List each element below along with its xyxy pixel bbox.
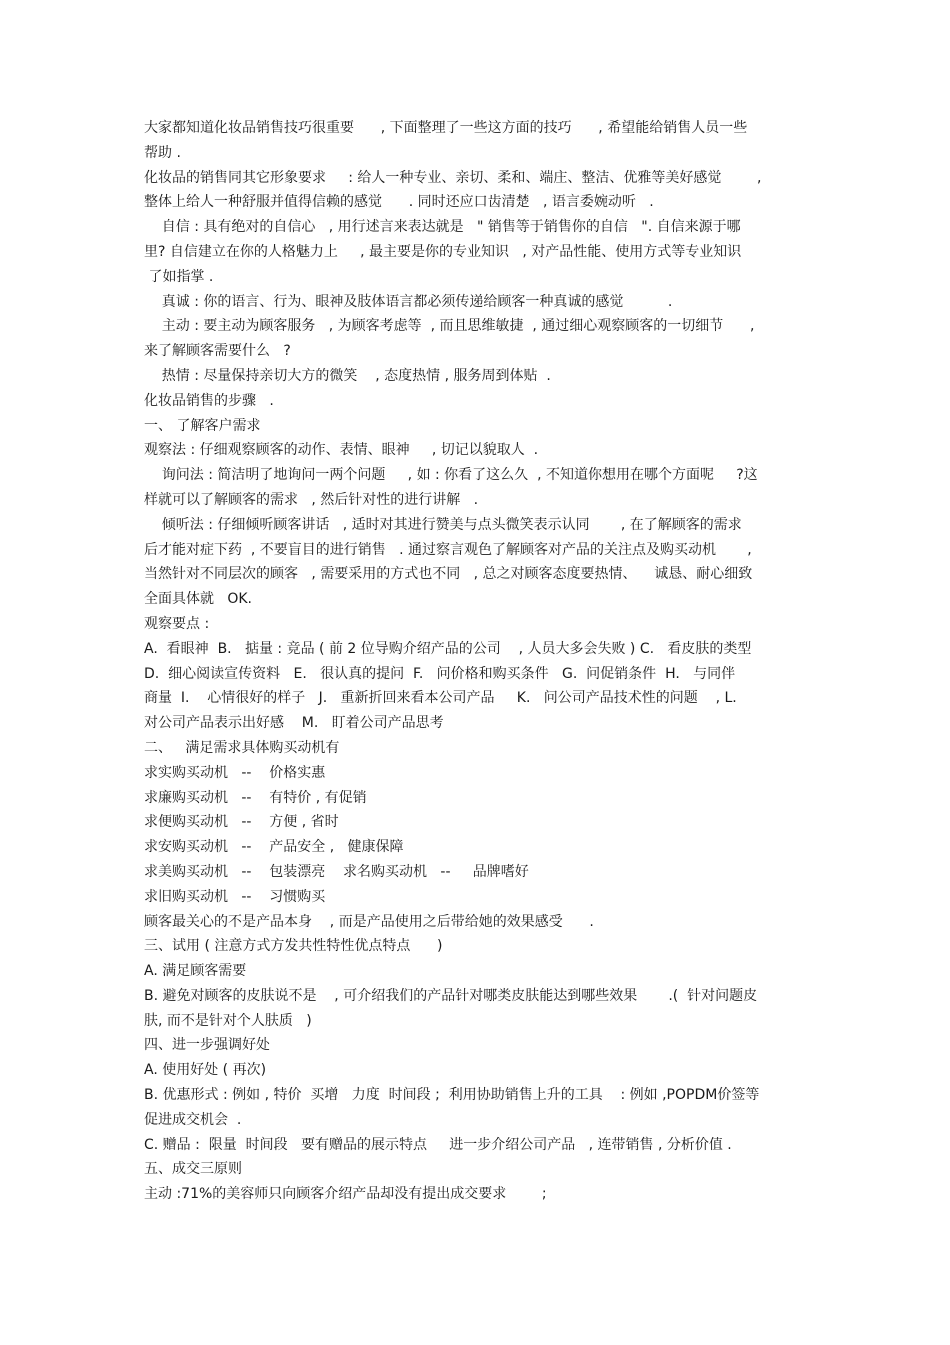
section-heading: 三、试用 ( 注意方式方发共性特性优点特点 ) — [144, 938, 443, 955]
text-line: 当然针对不同层次的顾客 , 需要采用的方式也不同 , 总之对顾客态度要热情、 诚恳、耐心细致 — [144, 566, 753, 583]
text-line: 了如指掌 . — [144, 268, 214, 285]
text-line: 大家都知道化妆品销售技巧很重要 , 下面整理了一些这方面的技巧 , 希望能给销售人员一些 — [144, 120, 748, 136]
text-line: D. 细心阅读宣传资料 E. 很认真的提问 F. 问价格和购买条件 G. 问促销条件 H. 与同伴 — [144, 665, 736, 682]
section-heading: 一、 了解客户需求 — [144, 417, 261, 434]
text-line: 化妆品的销售同其它形象要求 : 给人一种专业、亲切、柔和、端庄、整洁、优雅等美好感觉 , — [144, 169, 762, 186]
text-line: 帮助 . — [144, 144, 181, 161]
text-line: B. 避免对顾客的皮肤说不是 , 可介绍我们的产品针对哪类皮肤能达到哪些效果 .( 针对问题皮 — [144, 987, 758, 1004]
section-heading: 五、成交三原则 — [144, 1161, 242, 1178]
text-line: 热情 : 尽量保持亲切大方的微笑 , 态度热情 , 服务周到体贴 . — [144, 367, 551, 384]
text-line: 观察法 : 仔细观察顾客的动作、表情、眼神 , 切记以貌取人 . — [144, 442, 539, 459]
text-line: 整体上给人一种舒服并值得信赖的感觉 . 同时还应口齿清楚 , 语言委婉动听 . — [144, 194, 654, 211]
text-line: 求廉购买动机 -- 有特价 , 有促销 — [144, 789, 367, 806]
text-line: A. 使用好处 ( 再次) — [144, 1062, 267, 1079]
text-line: 求美购买动机 -- 包装漂亮 求名购买动机 -- 品牌嗜好 — [144, 863, 529, 880]
text-line: 主动 : 要主动为顾客服务 , 为顾客考虑等 , 而且思维敏捷 , 通过细心观察顾客的一切细节 , — [144, 318, 755, 335]
text-line: 来了解顾客需要什么 ? — [144, 343, 291, 360]
document-body — [144, 116, 809, 1207]
text-line: 顾客最关心的不是产品本身 , 而是产品使用之后带给她的效果感受 . — [144, 913, 594, 930]
text-line: 求便购买动机 -- 方便 , 省时 — [144, 814, 339, 831]
section-heading: 四、进一步强调好处 — [144, 1037, 270, 1054]
text-line: 倾听法 : 仔细倾听顾客讲话 , 适时对其进行赞美与点头微笑表示认同 , 在了解顾客的需求 — [144, 516, 742, 533]
section-heading: 二、 满足需求具体购买动机有 — [144, 739, 340, 756]
text-line: 真诚 : 你的语言、行为、眼神及肢体语言都必须传递给顾客一种真诚的感觉 . — [144, 293, 673, 310]
text-line: 对公司产品表示出好感 M. 盯着公司产品思考 — [144, 715, 444, 732]
text-line: 促进成交机会 . — [144, 1111, 242, 1128]
text-line: A. 看眼神 B. 掂量 : 竞品 ( 前 2 位导购介绍产品的公司 , 人员大多会失败 ) C. 看皮肤的类型 — [144, 640, 752, 657]
text-line: 全面具体就 OK. — [144, 591, 253, 608]
text-line: 自信 : 具有绝对的自信心 , 用行述言来表达就是 " 销售等于销售你的自信 ". 自信来源于哪 — [144, 219, 741, 236]
text-line: 求旧购买动机 -- 习惯购买 — [144, 888, 326, 905]
text-line: 观察要点 : — [144, 615, 210, 632]
text-line: 肤, 而不是针对个人肤质 ) — [144, 1012, 312, 1029]
text-line: A. 满足顾客需要 — [144, 963, 247, 980]
text-line: 样就可以了解顾客的需求 , 然后针对性的进行讲解 . — [144, 491, 479, 508]
text-line: C. 赠品 : 限量 时间段 要有赠品的展示特点 进一步介绍公司产品 , 连带销售 , 分析价值 . — [144, 1136, 732, 1153]
section-heading: 化妆品销售的步骤 . — [144, 392, 274, 409]
text-line: 主动 :71%的美容师只向顾客介绍产品却没有提出成交要求 ; — [144, 1186, 547, 1203]
text-line: 后才能对症下药 , 不要盲目的进行销售 . 通过察言观色了解顾客对产品的关注点及购买动机 , — [144, 541, 752, 558]
text-line: 商量 I. 心情很好的样子 J. 重新折回来看本公司产品 K. 问公司产品技术性的问题 , L. — [144, 690, 737, 707]
text-line: 询问法 : 简洁明了地询问一两个问题 , 如 : 你看了这么久 , 不知道你想用在哪个方面呢 ?这 — [144, 467, 758, 484]
text-line: B. 优惠形式 : 例如 , 特价 买增 力度 时间段 ; 利用协助销售上升的工具 : 例如 ,POPDM价签等 — [144, 1087, 760, 1104]
text-line: 里? 自信建立在你的人格魅力上 , 最主要是你的专业知识 , 对产品性能、使用方式等专业知识 — [144, 243, 742, 260]
text-line: 求实购买动机 -- 价格实惠 — [144, 764, 326, 781]
text-line: 求安购买动机 -- 产品安全 , 健康保障 — [144, 839, 404, 856]
